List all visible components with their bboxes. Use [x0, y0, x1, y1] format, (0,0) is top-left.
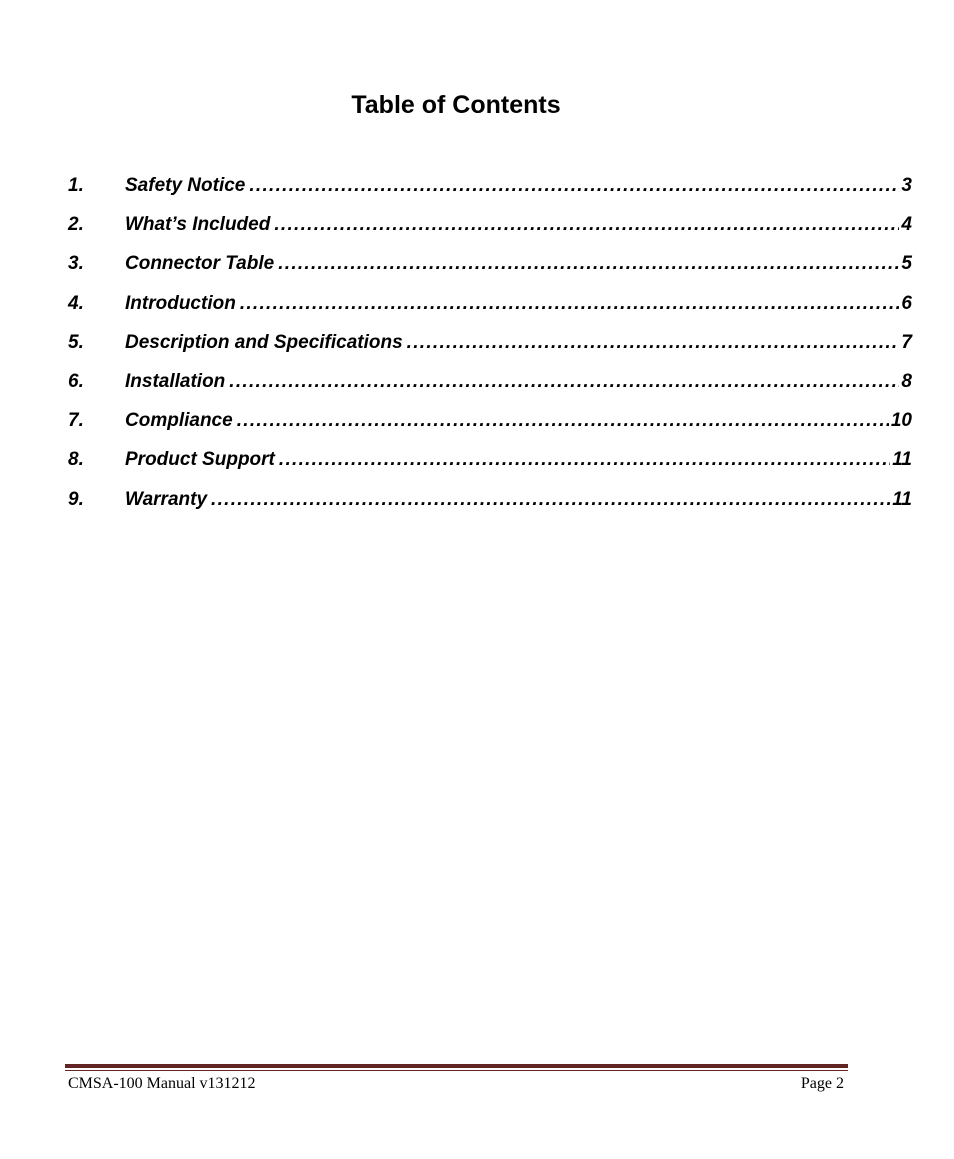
toc-entry-label[interactable]: Safety Notice [125, 175, 246, 196]
toc-entry-number: 7. [68, 410, 84, 432]
toc-entry[interactable] [68, 329, 912, 368]
toc-entry[interactable] [68, 486, 912, 525]
footer-rule-thin [65, 1070, 848, 1071]
toc-entry-label[interactable]: Introduction [125, 292, 236, 314]
toc-entry-label[interactable]: Description and Specifications [125, 331, 403, 353]
toc-entry-number: 5. [68, 331, 84, 353]
toc-entry-label[interactable]: Installation [125, 370, 226, 392]
toc-dot-leader [278, 250, 899, 278]
toc-entry-number: 3. [68, 253, 84, 275]
toc-entry-number: 6. [68, 370, 84, 392]
toc-entry-page[interactable]: 11 [892, 488, 912, 510]
toc-entry-label[interactable]: Product Support [125, 449, 275, 471]
toc-entry-page[interactable]: 6 [901, 292, 912, 314]
toc-entry[interactable] [68, 407, 912, 446]
toc-entry-number: 1. [68, 175, 84, 196]
toc-entry[interactable] [68, 211, 912, 250]
toc-dot-leader [249, 172, 899, 200]
toc-entry-page[interactable]: 11 [892, 449, 912, 471]
toc-entry[interactable] [68, 368, 912, 407]
toc-dot-leader [229, 368, 899, 396]
toc-dot-leader [279, 446, 890, 474]
footer-document-version: CMSA-100 Manual v131212 [68, 1075, 256, 1092]
toc-dot-leader [240, 290, 900, 318]
toc-entry-label[interactable]: Warranty [125, 488, 208, 510]
toc-entry-label[interactable]: Compliance [125, 410, 233, 432]
toc-entry-page[interactable]: 3 [901, 175, 912, 196]
toc-title: Table of Contents [351, 91, 561, 119]
toc-entry-number: 9. [68, 488, 84, 510]
toc-entry[interactable] [68, 290, 912, 329]
toc-entry-label[interactable]: Connector Table [125, 253, 275, 275]
toc-entry-page[interactable]: 8 [901, 370, 912, 392]
toc-entry[interactable] [68, 172, 912, 211]
toc-entry-number: 8. [68, 449, 84, 471]
toc-list [68, 172, 912, 525]
toc-entry-page[interactable]: 7 [901, 331, 912, 353]
toc-entry-page[interactable]: 4 [901, 214, 912, 236]
footer-page-number: Page 2 [800, 1075, 844, 1092]
toc-dot-leader [274, 211, 899, 239]
toc-dot-leader [407, 329, 900, 357]
footer-rule-thick [65, 1064, 848, 1068]
toc-dot-leader [211, 486, 890, 514]
toc-entry-number: 4. [68, 292, 84, 314]
toc-dot-leader [237, 407, 889, 435]
toc-entry-label[interactable]: What’s Included [125, 214, 271, 236]
toc-entry-page[interactable]: 10 [890, 410, 912, 432]
toc-entry[interactable] [68, 250, 912, 289]
toc-entry[interactable] [68, 446, 912, 485]
toc-entry-page[interactable]: 5 [901, 253, 912, 275]
toc-entry-number: 2. [68, 214, 84, 236]
